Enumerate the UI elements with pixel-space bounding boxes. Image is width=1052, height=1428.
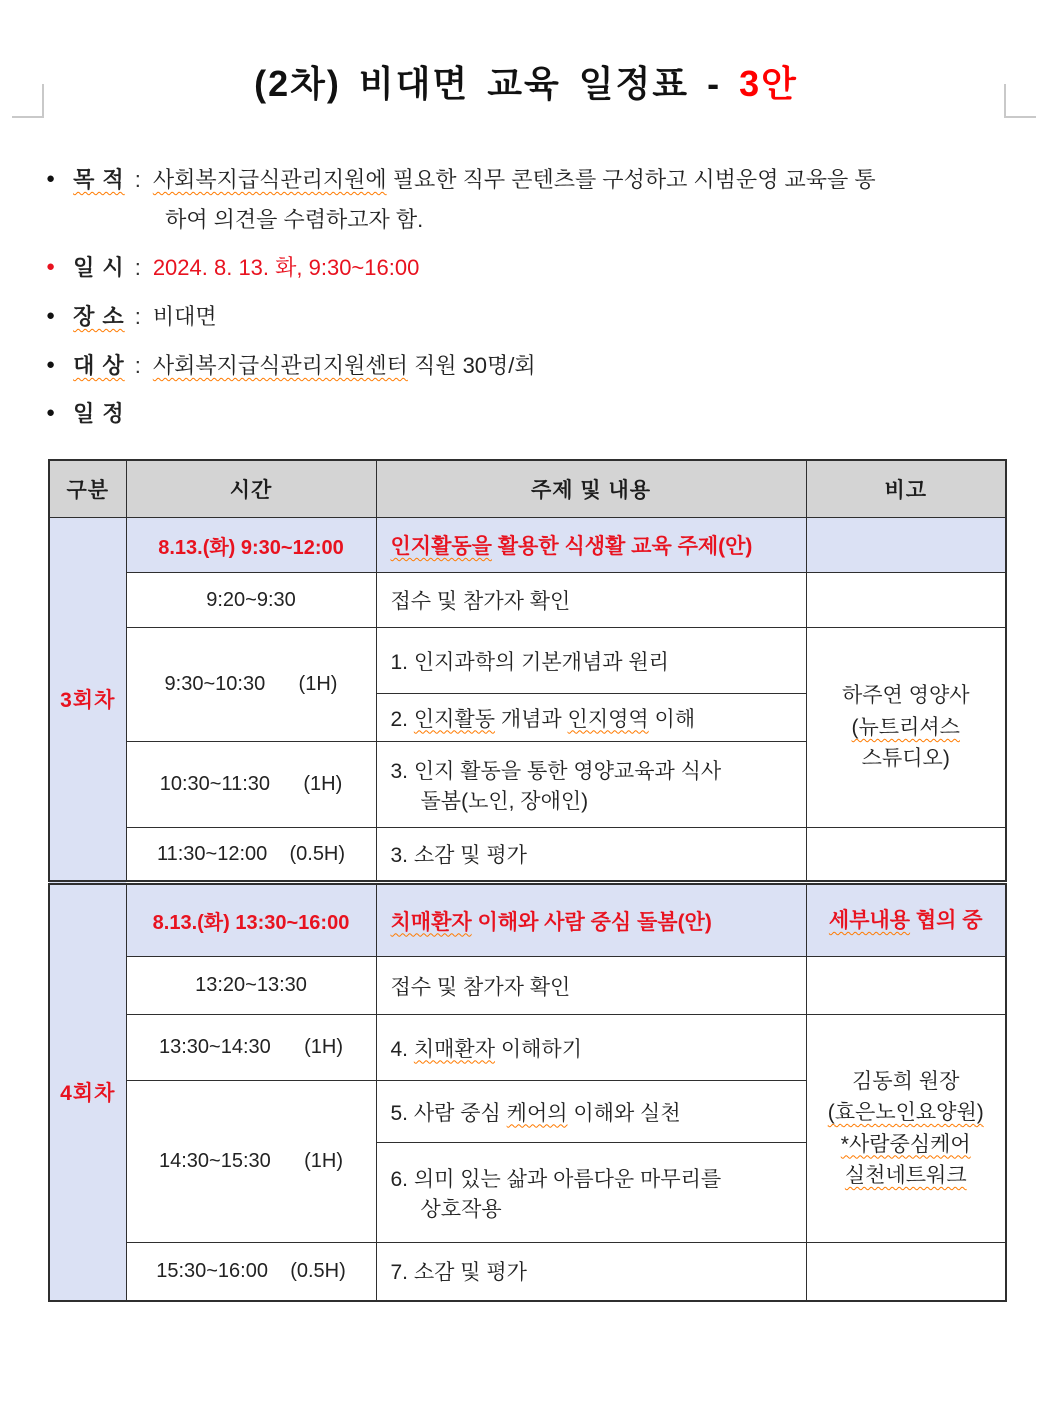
meta-item-date xyxy=(46,253,1052,283)
remark-line: 하주연 영양사 xyxy=(841,684,970,708)
session4-plan-topic-cell xyxy=(376,883,806,957)
remark-line: *사람중심케어 xyxy=(840,1132,971,1156)
session4-round-cell: 4회차 xyxy=(49,883,126,1301)
topic-cell xyxy=(376,1081,806,1143)
bullet-icon: ● xyxy=(46,170,56,187)
table-row xyxy=(49,957,1006,1015)
topic-part-wavy: 치매환자 xyxy=(413,1037,496,1061)
remark-cell-empty xyxy=(806,573,1006,628)
meta-value: 비대면 xyxy=(152,304,217,330)
session3-plan-remark-cell-empty xyxy=(806,518,1006,573)
topic-part-wavy: 인지활동 xyxy=(413,707,496,731)
plan-topic-rest: 이해와 사람 중심 돌봄(안) xyxy=(471,910,712,934)
bullet-icon: ● xyxy=(46,355,56,373)
meta-item-place-text xyxy=(73,302,217,332)
plan-topic-wavy: 치매환자 xyxy=(390,910,472,934)
remark-cell-empty xyxy=(806,957,1006,1015)
bullet-icon: ● xyxy=(46,404,56,422)
meta-item-purpose xyxy=(46,165,1052,234)
remark-cell-instructor xyxy=(806,628,1006,828)
topic-cell xyxy=(376,742,806,828)
topic-cell xyxy=(376,1015,806,1081)
remark-line: (효은노인요양원) xyxy=(827,1101,984,1125)
meta-list xyxy=(46,165,1052,429)
time-cell: 13:20~13:30 xyxy=(126,957,376,1015)
meta-value-wavy: 사회복지급식관리지원센터 xyxy=(152,352,408,378)
table-header-row xyxy=(49,460,1006,518)
meta-value: 필요한 직무 콘텐츠를 구성하고 시범운영 교육을 통 xyxy=(386,167,876,192)
meta-label: 일 정 xyxy=(73,401,125,427)
topic-cell xyxy=(376,1143,806,1243)
page-corner-mark-left xyxy=(12,84,44,118)
meta-value: 2024. 8. 13. 화, 9:30~16:00 xyxy=(152,255,420,281)
meta-label: 목 적 xyxy=(73,167,125,192)
topic-part-wavy: 케어의 xyxy=(506,1101,568,1125)
column-header-time: 시간 xyxy=(126,460,376,518)
topic-part: 이해와 실천 xyxy=(567,1101,681,1125)
bullet-icon: ● xyxy=(46,307,56,325)
table-row xyxy=(49,828,1006,883)
meta-item-place xyxy=(46,302,1052,332)
remark-line: (뉴트리셔스 xyxy=(851,715,960,739)
meta-item-purpose-text xyxy=(73,165,876,234)
time-cell: 10:30~11:30 (1H) xyxy=(126,742,376,828)
column-header-remark: 비고 xyxy=(806,460,1006,518)
table-row xyxy=(49,628,1006,694)
topic-line: 상호작용 xyxy=(420,1197,502,1221)
bullet-icon: ● xyxy=(46,258,56,276)
topic-cell: 7. 소감 및 평가 xyxy=(376,1243,806,1301)
plan-remark-rest: 협의 중 xyxy=(910,908,983,932)
page-title-highlight: 3안 xyxy=(739,63,798,104)
topic-part: 5. 사람 중심 xyxy=(390,1101,507,1125)
remark-cell-empty xyxy=(806,828,1006,883)
page-title-text: (2차) 비대면 교육 일정표 - xyxy=(254,63,740,104)
time-cell: 9:20~9:30 xyxy=(126,573,376,628)
meta-value-continuation: 하여 의견을 수렴하고자 함. xyxy=(165,206,424,232)
topic-line: 돌봄(노인, 장애인) xyxy=(420,789,589,813)
remark-line: 실천네트워크 xyxy=(844,1164,967,1188)
session4-plan-remark-cell xyxy=(806,883,1006,957)
meta-value: 직원 30명/회 xyxy=(407,352,536,378)
topic-part-wavy: 인지영역 xyxy=(567,707,649,731)
session3-plan-row xyxy=(49,518,1006,573)
meta-item-schedule xyxy=(46,399,1052,429)
session3-plan-time-cell: 8.13.(화) 9:30~12:00 xyxy=(126,518,376,573)
meta-item-schedule-text xyxy=(73,399,125,429)
topic-part: 개념과 xyxy=(495,707,568,731)
time-cell: 9:30~10:30 (1H) xyxy=(126,628,376,742)
table-row xyxy=(49,1015,1006,1081)
session4-plan-time-cell: 8.13.(화) 13:30~16:00 xyxy=(126,883,376,957)
meta-item-target xyxy=(46,351,1052,381)
plan-topic-wavy: 인지활동을 xyxy=(390,535,492,559)
meta-colon: : xyxy=(134,352,141,378)
meta-value-wavy: 사회복지급식관리지원에 xyxy=(152,167,387,192)
topic-part: 2. xyxy=(390,707,414,731)
meta-item-target-text xyxy=(73,351,536,381)
meta-label: 장 소 xyxy=(73,304,125,330)
remark-line: 김동희 원장 xyxy=(852,1069,960,1093)
topic-cell: 3. 소감 및 평가 xyxy=(376,828,806,883)
topic-cell: 접수 및 참가자 확인 xyxy=(376,573,806,628)
table-row xyxy=(49,1243,1006,1301)
topic-part: 4. xyxy=(390,1037,414,1061)
plan-topic-rest: 활용한 식생활 교육 주제(안) xyxy=(491,535,753,559)
table-row xyxy=(49,573,1006,628)
meta-colon: : xyxy=(134,167,141,192)
session4-plan-row xyxy=(49,883,1006,957)
meta-label: 대 상 xyxy=(73,352,125,378)
column-header-topic: 주제 및 내용 xyxy=(376,460,806,518)
topic-cell: 1. 인지과학의 기본개념과 원리 xyxy=(376,628,806,694)
plan-remark-wavy: 세부내용 xyxy=(828,908,911,932)
schedule-table xyxy=(48,459,1007,1302)
session3-plan-topic-cell xyxy=(376,518,806,573)
time-cell: 13:30~14:30 (1H) xyxy=(126,1015,376,1081)
time-cell: 11:30~12:00 (0.5H) xyxy=(126,828,376,883)
topic-cell: 접수 및 참가자 확인 xyxy=(376,957,806,1015)
meta-colon: : xyxy=(134,304,141,330)
meta-label: 일 시 xyxy=(73,255,125,281)
topic-part: 이해 xyxy=(648,707,696,731)
time-cell: 14:30~15:30 (1H) xyxy=(126,1081,376,1243)
meta-colon: : xyxy=(134,255,141,281)
topic-cell xyxy=(376,694,806,742)
topic-line: 3. 인지 활동을 통한 영양교육과 식사 xyxy=(390,759,722,783)
meta-item-date-text xyxy=(73,253,419,283)
column-header-gubun: 구분 xyxy=(49,460,126,518)
remark-cell-instructor xyxy=(806,1015,1006,1243)
page-title xyxy=(0,56,1052,107)
remark-cell-empty xyxy=(806,1243,1006,1301)
remark-line: 스튜디오) xyxy=(861,747,950,771)
topic-part: 이해하기 xyxy=(495,1037,582,1061)
topic-line: 6. 의미 있는 삶과 아름다운 마무리를 xyxy=(390,1167,722,1191)
page-corner-mark-right xyxy=(1004,84,1036,118)
session3-round-cell: 3회차 xyxy=(49,518,126,883)
time-cell: 15:30~16:00 (0.5H) xyxy=(126,1243,376,1301)
